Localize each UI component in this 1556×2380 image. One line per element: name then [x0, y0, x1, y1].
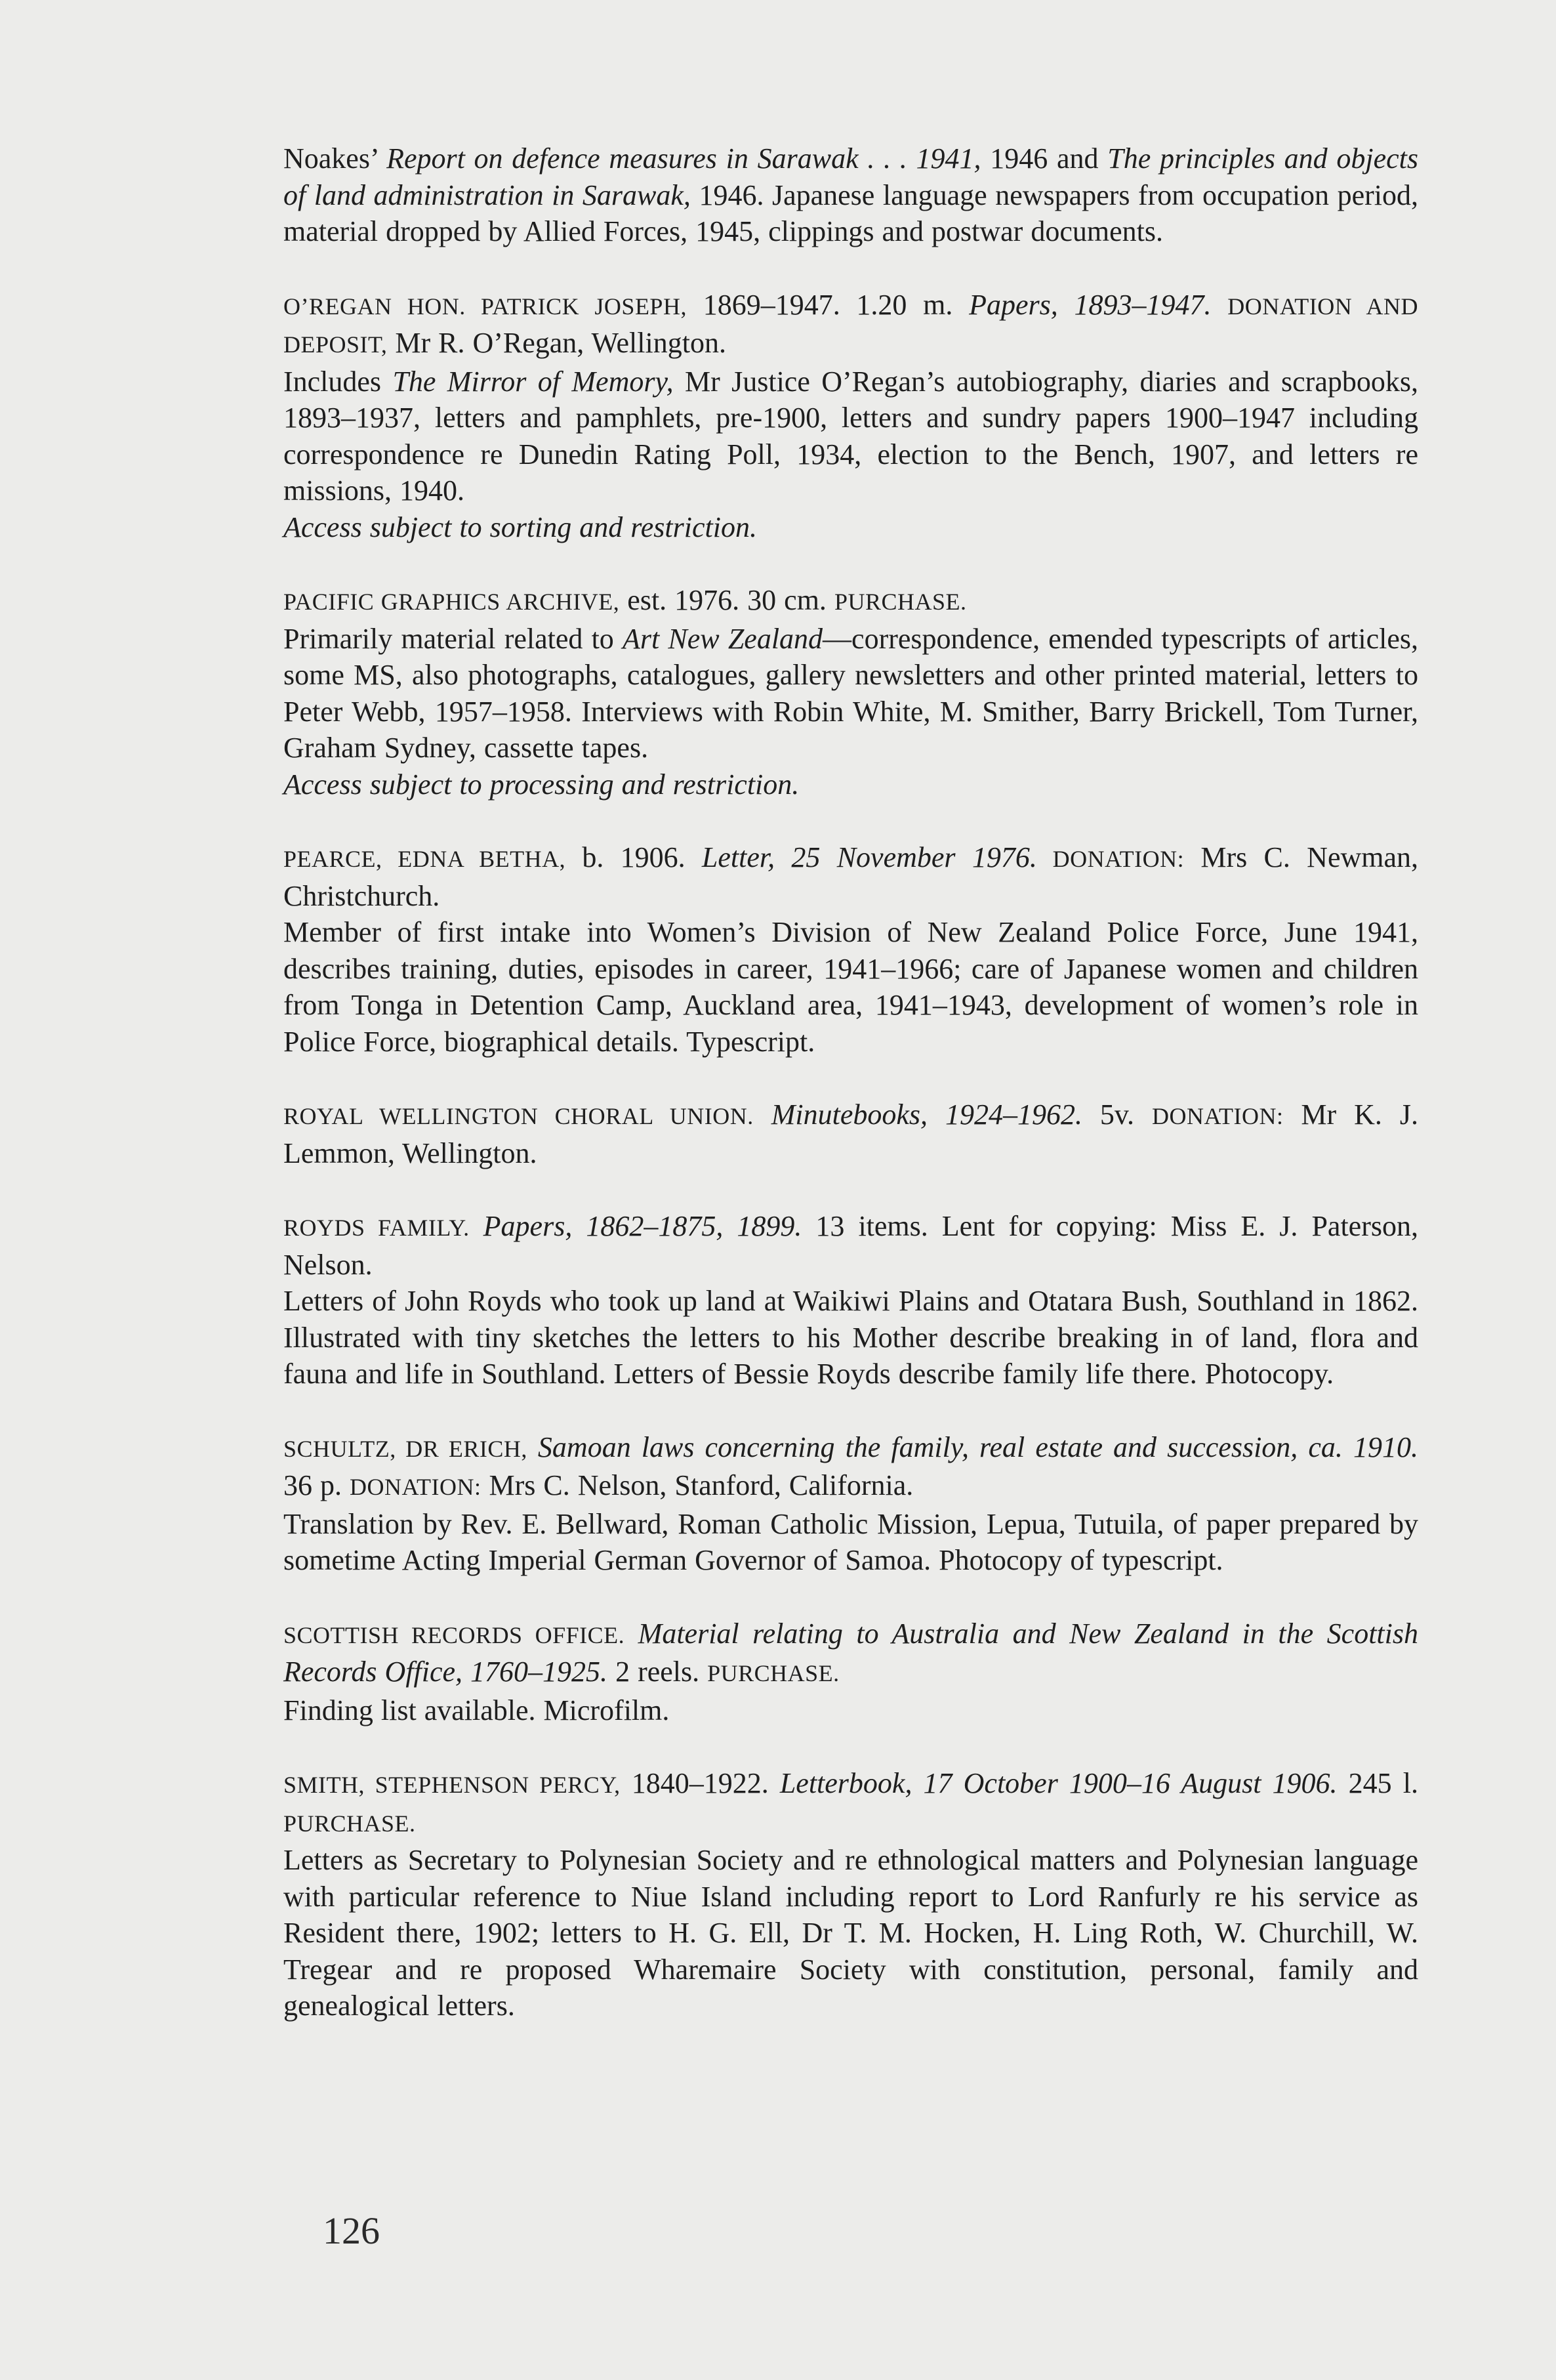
entry-body: [283, 1692, 1418, 1729]
acquisition-type: PURCHASE.: [283, 1810, 416, 1837]
page-number: 126: [323, 2209, 380, 2252]
entry-name: PACIFIC GRAPHICS ARCHIVE,: [283, 589, 620, 615]
entry-heading: [283, 287, 1418, 364]
entry-body: [283, 1842, 1418, 2024]
text-run: 1869–1947. 1.20 m.: [686, 288, 970, 321]
acquisition-type: DONATION:: [1036, 846, 1185, 872]
entry-name: O’REGAN HON. PATRICK JOSEPH,: [283, 293, 687, 320]
text-run: Mrs C. Newman, Christchurch.: [283, 841, 1419, 912]
acquisition-type: DONATION:: [350, 1474, 481, 1500]
text-run: 13 items. Lent for copying: Miss E. J. Paterson, Nelson.: [283, 1210, 1418, 1281]
text-run: Letters of John Royds who took up land at Waikiwi Plains and Otatara Bush, Southland in 1862. Illustrated with tiny sketches the letters to his Mother describe breaking in of land, flora and fauna and life in Southland. Letters of Bessie Royds describe family life there. Photocopy.: [283, 1285, 1418, 1390]
title-italic: Papers, 1893–1947.: [969, 288, 1212, 321]
access-note: [283, 509, 1418, 546]
entry-heading: [283, 1616, 1418, 1692]
entry-body: [283, 140, 1418, 250]
text-run: —correspondence, emended typescripts of articles, some MS, also photographs, catalogues, gallery newsletters and other printed material, letters to Peter Webb, 1957–1958. Interviews with Robin White, M. Smither, Barry Brickell, Tom Turner, Graham Sydney, cassette tapes.: [283, 622, 1418, 764]
title-italic: Papers, 1862–1875, 1899.: [469, 1210, 802, 1242]
entry-name: ROYAL WELLINGTON CHORAL UNION.: [283, 1103, 754, 1129]
entry-body: [283, 364, 1418, 509]
entry-name: SCHULTZ, DR ERICH,: [283, 1435, 527, 1462]
title-italic: Minutebooks, 1924–1962.: [753, 1098, 1082, 1131]
text-run: 1946 and: [981, 142, 1108, 175]
entry-pacific-graphics: [283, 582, 1418, 803]
entry-heading: [283, 839, 1418, 914]
entry-body: [283, 1283, 1418, 1392]
text-run: Mr Justice O’Regan’s autobiography, diaries and scrapbooks, 1893–1937, letters and pamphlets, pre-1900, letters and sundry papers 1900–1947 including correspondence re Dunedin Rating Poll, 1934, election to the Bench, 1907, and letters re missions, 1940.: [283, 365, 1418, 507]
text-run: Mrs C. Nelson, Stanford, California.: [481, 1469, 914, 1501]
entry-smith: [283, 1765, 1418, 2024]
title-italic: The Mirror of Memory,: [392, 365, 674, 398]
access-note-text: Access subject to processing and restriction.: [283, 768, 800, 801]
title-italic: Samoan laws concerning the family, real estate and succession, ca. 1910.: [527, 1430, 1418, 1463]
text-run: 5v.: [1082, 1098, 1152, 1131]
acquisition-type: DONATION AND DEPOSIT,: [283, 293, 1419, 358]
document-page: [283, 140, 1418, 2061]
access-note-text: Access subject to sorting and restriction.: [283, 511, 757, 543]
entry-heading: [283, 1765, 1418, 1842]
text-run: Mr K. J. Lemmon, Wellington.: [283, 1098, 1418, 1169]
text-run: Includes: [283, 365, 393, 398]
title-italic: Art New Zealand: [623, 622, 823, 655]
entry-name: ROYDS FAMILY.: [283, 1215, 470, 1241]
text-run: est. 1976. 30 cm.: [619, 584, 834, 616]
title-italic: Material relating to Australia and New Zealand in the Scottish Records Office, 1760–1925.: [283, 1617, 1419, 1688]
entry-name: SCOTTISH RECORDS OFFICE.: [283, 1621, 625, 1648]
entry-heading: [283, 1096, 1418, 1171]
entry-pearce: [283, 839, 1418, 1060]
entry-royds-family: [283, 1208, 1418, 1392]
text-run: Primarily material related to: [283, 622, 623, 655]
text-run: 1946. Japanese language newspapers from occupation period, material dropped by Allied Forces, 1945, clippings and postwar documents.: [283, 178, 1418, 247]
entry-scottish-records-office: [283, 1616, 1418, 1729]
entry-oregan: [283, 287, 1418, 546]
entry-noakes-continuation: [283, 140, 1418, 250]
entry-body: [283, 621, 1418, 766]
text-run: Finding list available. Microfilm.: [283, 1694, 670, 1726]
title-italic: Letterbook, 17 October 1900–16 August 1906.: [779, 1767, 1338, 1799]
text-run: Letters as Secretary to Polynesian Society and re ethnological matters and Polynesian language with particular reference to Niue Island including report to Lord Ranfurly re his service as Resident there, 1902; letters to H. G. Ell, Dr T. M. Hocken, H. Ling Roth, W. Churchill, W. Tregear and re proposed Wharemaire Society with constitution, personal, family and genealogical letters.: [283, 1844, 1418, 2022]
entry-heading: [283, 1429, 1418, 1506]
text-run: b. 1906.: [565, 841, 702, 873]
entry-name: PEARCE, EDNA BETHA,: [283, 846, 566, 872]
entry-body: [283, 914, 1418, 1060]
text-run: Translation by Rev. E. Bellward, Roman Catholic Mission, Lepua, Tutuila, of paper prepared by sometime Acting Imperial German Governor of Samoa. Photocopy of typescript.: [283, 1507, 1418, 1576]
entry-body: [283, 1506, 1418, 1579]
entry-heading: [283, 1208, 1418, 1283]
entry-royal-wellington-choral-union: [283, 1096, 1418, 1171]
text-run: 2 reels.: [607, 1656, 708, 1688]
entry-name: SMITH, STEPHENSON PERCY,: [283, 1772, 621, 1798]
title-italic: Report on defence measures in Sarawak . . . 1941,: [386, 142, 981, 175]
text-run: Member of first intake into Women’s Division of New Zealand Police Force, June 1941, describes training, duties, episodes in career, 1941–1966; care of Japanese women and children from Tonga in Detention Camp, Auckland area, 1941–1943, development of women’s role in Police Force, biographical details. Typescript.: [283, 916, 1418, 1058]
entry-schultz: [283, 1429, 1418, 1579]
text-run: 36 p.: [283, 1469, 350, 1501]
title-italic: Letter, 25 November 1976.: [701, 841, 1037, 873]
text-run: 1840–1922.: [620, 1767, 780, 1799]
access-note: [283, 766, 1418, 803]
text-run: Noakes’: [283, 142, 387, 175]
text-run: Mr R. O’Regan, Wellington.: [387, 327, 726, 359]
acquisition-type: DONATION:: [1151, 1103, 1284, 1129]
acquisition-type: PURCHASE.: [834, 589, 967, 615]
acquisition-type: PURCHASE.: [707, 1660, 840, 1686]
entry-heading: [283, 582, 1418, 621]
text-run: 245 l.: [1337, 1767, 1418, 1799]
title-italic: The principles and objects of land administration in Sarawak,: [283, 142, 1419, 211]
